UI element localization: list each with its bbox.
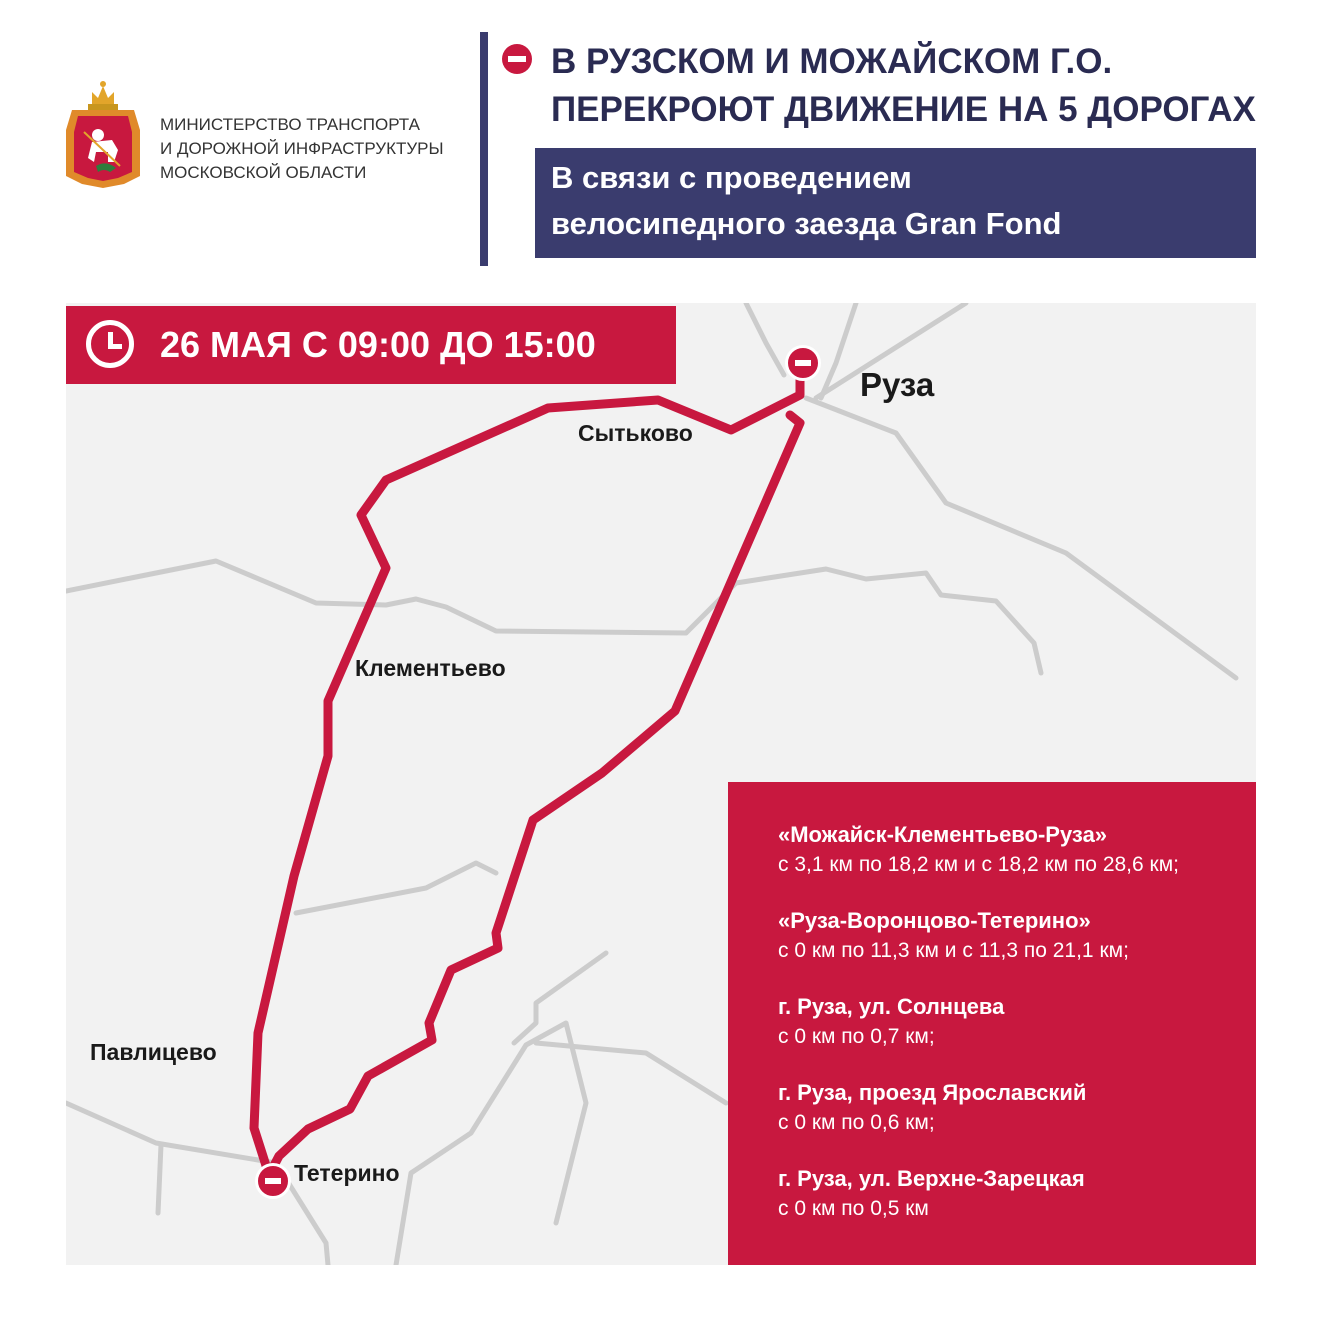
road-name: «Руза-Воронцово-Тетерино»	[778, 908, 1091, 933]
no-entry-icon	[785, 345, 821, 381]
date-banner	[66, 306, 676, 384]
route-mozhaysk-klementyevo-ruza	[254, 368, 800, 1175]
road-line	[806, 398, 1236, 678]
list-item	[778, 1078, 1248, 1138]
ministry-line: И ДОРОЖНОЙ ИНФРАСТРУКТУРЫ	[160, 139, 444, 158]
place-teterino: Тетерино	[294, 1160, 400, 1186]
title-line: ПЕРЕКРОЮТ ДВИЖЕНИЕ НА 5 ДОРОГАХ	[551, 90, 1256, 129]
road-section: с 0 км по 0,7 км;	[778, 1025, 935, 1048]
subtitle-line: В связи с проведением	[551, 160, 912, 195]
road-section: с 0 км по 0,5 км	[778, 1197, 929, 1220]
subtitle-line: велосипедного заезда Gran Fond	[551, 206, 1062, 241]
road-section: с 3,1 км по 18,2 км и с 18,2 км по 28,6 км;	[778, 853, 1179, 876]
clock-icon	[86, 320, 134, 368]
subtitle-banner	[535, 148, 1256, 258]
list-item	[778, 820, 1248, 880]
no-entry-icon	[502, 44, 532, 74]
road-line	[158, 1145, 161, 1213]
road-name: г. Руза, проезд Ярославский	[778, 1080, 1087, 1105]
closure-date: 26 МАЯ С 09:00 ДО 15:00	[160, 324, 596, 365]
list-item	[778, 1164, 1248, 1224]
ministry-line: МИНИСТЕРСТВО ТРАНСПОРТА	[160, 115, 420, 134]
list-item	[778, 906, 1248, 966]
place-klementyevo: Клементьево	[355, 655, 506, 681]
road-name: «Можайск-Клементьево-Руза»	[778, 822, 1108, 847]
road-section: с 0 км по 0,6 км;	[778, 1111, 935, 1134]
ministry-name	[160, 113, 444, 185]
road-line	[686, 569, 1041, 673]
road-line	[746, 303, 784, 375]
list-item	[778, 992, 1248, 1052]
place-ruza: Руза	[860, 366, 935, 403]
road-name: г. Руза, ул. Верхне-Зарецкая	[778, 1166, 1085, 1191]
no-entry-icon	[255, 1163, 291, 1199]
road-line	[396, 1023, 586, 1265]
road-line	[296, 863, 496, 913]
ministry-line: МОСКОВСКОЙ ОБЛАСТИ	[160, 163, 367, 182]
closed-roads-list	[728, 782, 1256, 1265]
road-line	[514, 953, 606, 1043]
road-line	[536, 1043, 726, 1103]
coat-of-arms-icon	[62, 80, 144, 190]
header-divider	[480, 32, 488, 266]
closed-route	[254, 368, 800, 1175]
place-sytkovo: Сытьково	[578, 420, 693, 446]
page-title	[551, 38, 1256, 134]
road-section: с 0 км по 11,3 км и с 11,3 по 21,1 км;	[778, 939, 1129, 962]
place-pavlitsevo: Павлицево	[90, 1039, 217, 1065]
title-line: В РУЗСКОМ И МОЖАЙСКОМ Г.О.	[551, 42, 1113, 81]
road-name: г. Руза, ул. Солнцева	[778, 994, 1005, 1019]
